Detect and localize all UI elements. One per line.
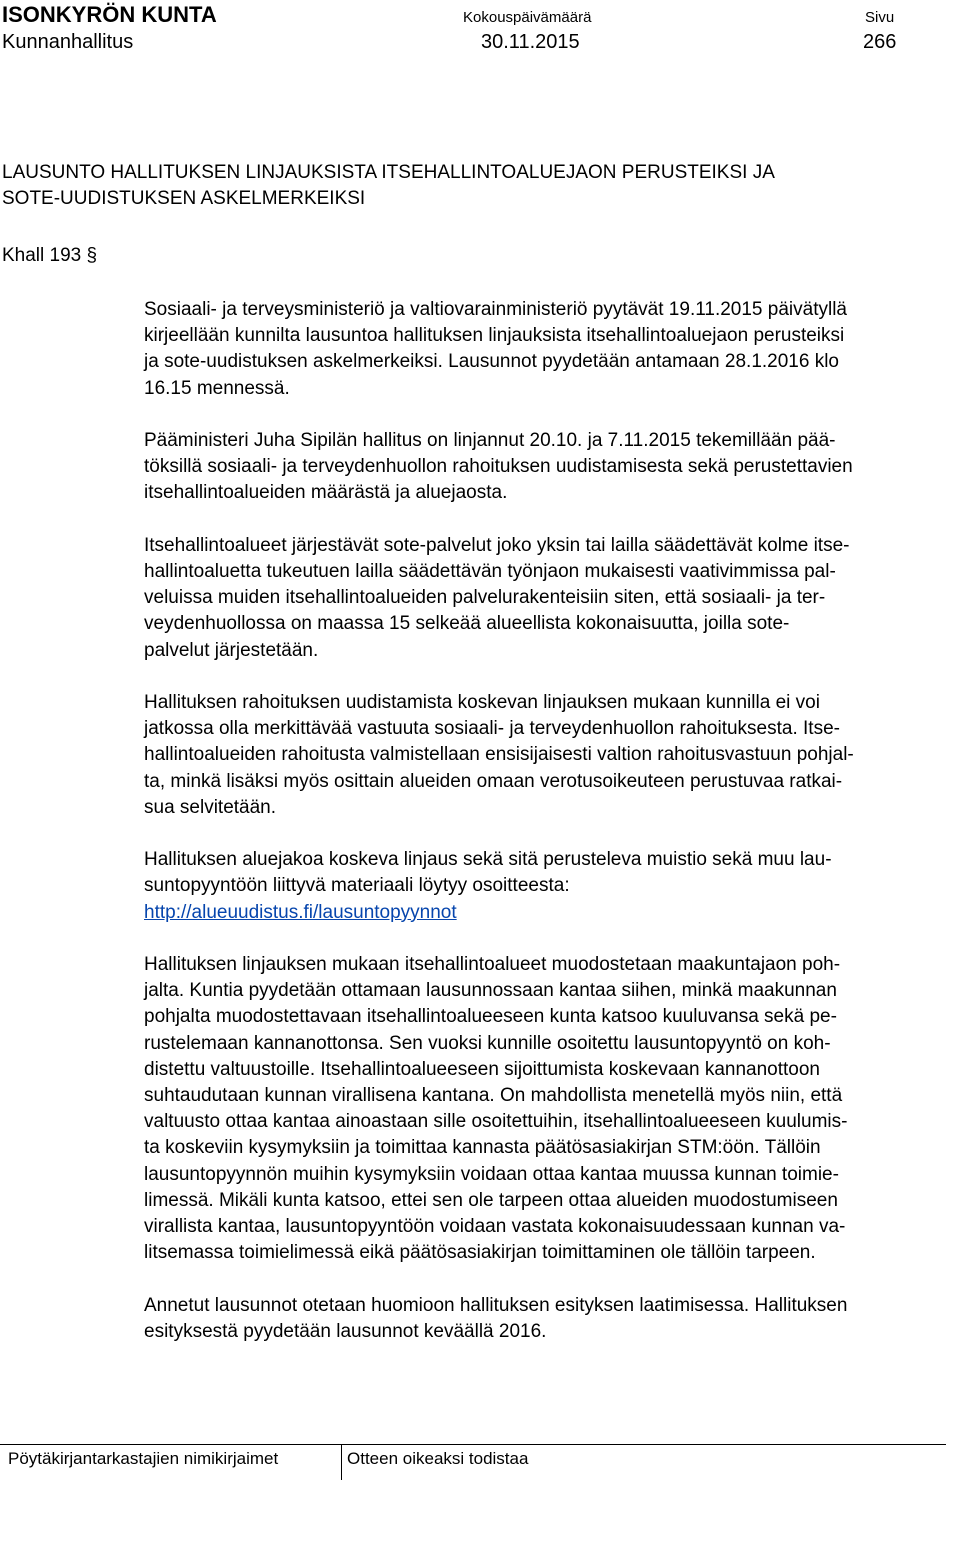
footer-rule	[0, 1444, 946, 1445]
paragraph-line: sua selvitetään.	[144, 796, 277, 818]
paragraph	[144, 690, 956, 821]
paragraph-line: rustelemaan kannanottonsa. Sen vuoksi kunnille osoitettu lausuntopyyntö on koh-	[144, 1032, 831, 1054]
governing-body-name: Kunnanhallitus	[2, 31, 134, 53]
paragraph	[144, 428, 956, 507]
page-number-label: Sivu	[865, 9, 895, 26]
footer-divider	[341, 1444, 342, 1480]
certified-copy-label: Otteen oikeaksi todistaa	[347, 1449, 529, 1468]
section-reference: Khall 193 §	[2, 245, 98, 266]
paragraph-line: töksillä sosiaali- ja terveydenhuollon rahoituksen uudistamisesta sekä perustettavien	[144, 456, 853, 478]
page-number-value: 266	[863, 31, 897, 53]
paragraph-line: jatkossa olla merkittävää vastuuta sosiaali- ja terveydenhuollon rahoituksesta. Itse-	[144, 718, 840, 740]
paragraph-line: veydenhuollossa on maassa 15 selkeää alueellista kokonaisuutta, joilla sote-	[144, 613, 790, 635]
organization-name: ISONKYRÖN KUNTA	[2, 2, 217, 27]
paragraph-line: Pääministeri Juha Sipilän hallitus on linjannut 20.10. ja 7.11.2015 tekemillään pää-	[144, 430, 836, 451]
paragraph-line: Annetut lausunnot otetaan huomioon hallituksen esityksen laatimisessa. Hallituksen	[144, 1294, 848, 1316]
paragraph-line: Itsehallintoalueet järjestävät sote-palvelut joko yksin tai lailla säädettävät kolme itse-	[144, 534, 850, 556]
paragraph	[144, 297, 956, 402]
paragraph-line: ta koskeviin kysymyksiin ja toimittaa kannasta päätösasiakirjan STM:öön. Tällöin	[144, 1137, 821, 1159]
paragraph-line: Hallituksen rahoituksen uudistamista koskevan linjauksen mukaan kunnilla ei voi	[144, 692, 820, 713]
paragraph-line: virallista kantaa, lausuntopyyntöön voidaan vastata kokonaisuudessaan kunnan va-	[144, 1216, 846, 1238]
paragraph-line: suntopyyntöön liittyvä materiaali löytyy osoitteesta:	[144, 875, 570, 897]
paragraph-line: ja sote-uudistuksen askelmerkeiksi. Lausunnot pyydetään antamaan 28.1.2016 klo	[144, 351, 839, 373]
document-body	[144, 297, 956, 1371]
paragraph-line: distettu valtuustoille. Itsehallintoalueeseen sijoittumista koskevaan kannanottoon	[144, 1058, 820, 1080]
paragraph	[144, 533, 956, 664]
document-title	[2, 160, 942, 212]
paragraph-line: jalta. Kuntia pyydetään ottamaan lausunnossaan kantaa siihen, minkä maakunnan	[144, 980, 837, 1002]
paragraph	[144, 847, 956, 926]
paragraph-line: kirjeellään kunnilta lausuntoa hallituksen linjauksista itsehallintoaluejaon perusteiksi	[144, 325, 845, 347]
paragraph-line: Sosiaali- ja terveysministeriö ja valtiovarainministeriö pyytävät 19.11.2015 päivätyllä	[144, 299, 847, 320]
paragraph-line: ta, minkä lisäksi myös osittain alueiden omaan verotusoikeuteen perustuvaa ratkai-	[144, 770, 843, 792]
meeting-date-value: 30.11.2015	[481, 31, 580, 53]
paragraph-line: Hallituksen linjauksen mukaan itsehallintoalueet muodostetaan maakuntajaon poh-	[144, 954, 841, 975]
paragraph-line: palvelut järjestetään.	[144, 639, 319, 661]
document-title-line: LAUSUNTO HALLITUKSEN LINJAUKSISTA ITSEHALLINTOALUEJAON PERUSTEIKSI JA	[2, 162, 775, 183]
meeting-date-label: Kokouspäivämäärä	[463, 9, 592, 26]
paragraph-line: suhtaudutaan kunnan virallisena kantana. On mahdollista menetellä myös niin, että	[144, 1085, 843, 1107]
paragraph-line: 16.15 mennessä.	[144, 377, 290, 399]
paragraph-line: hallintoaluetta tukeutuen lailla säädettävän työnjaon mukaisesti vaativimmissa pal-	[144, 561, 836, 582]
paragraph-line: esityksestä pyydetään lausunnot keväällä 2016.	[144, 1320, 547, 1342]
paragraph-line: valtuusto ottaa kantaa ainoastaan sille osoitettuihin, itsehallintoalueeseen kuulumis-	[144, 1111, 848, 1133]
consultation-link[interactable]: http://alueuudistus.fi/lausuntopyynnot	[144, 901, 457, 923]
paragraph-line: pohjalta muodostettavaan itsehallintoalueeseen kunta katsoo kuuluvansa sekä pe-	[144, 1006, 837, 1028]
paragraph-line: itsehallintoalueiden määrästä ja aluejaosta.	[144, 482, 508, 504]
paragraph-line: Hallituksen aluejakoa koskeva linjaus sekä sitä perusteleva muistio sekä muu lau-	[144, 849, 832, 871]
paragraph	[144, 1293, 956, 1345]
paragraph-line: litsemassa toimielimessä eikä päätösasiakirjan toimittaminen ole tällöin tarpeen.	[144, 1242, 816, 1264]
paragraph-line: hallintoalueiden rahoitusta valmistellaan ensisijaisesti valtion rahoitusvastuun pohjal-	[144, 744, 854, 766]
paragraph-line: lausuntopyynnön muihin kysymyksiin voidaan ottaa kantaa muussa kunnan toimie-	[144, 1163, 839, 1185]
paragraph-line: limessä. Mikäli kunta katsoo, ettei sen ole tarpeen ottaa alueiden muodostumiseen	[144, 1189, 838, 1211]
document-title-line: SOTE-UUDISTUKSEN ASKELMERKEIKSI	[2, 188, 366, 209]
paragraph-line: veluissa muiden itsehallintoalueiden palvelurakenteisiin siten, että sosiaali- ja ter-	[144, 587, 826, 609]
inspector-initials-label: Pöytäkirjantarkastajien nimikirjaimet	[8, 1449, 279, 1468]
paragraph	[144, 952, 956, 1266]
